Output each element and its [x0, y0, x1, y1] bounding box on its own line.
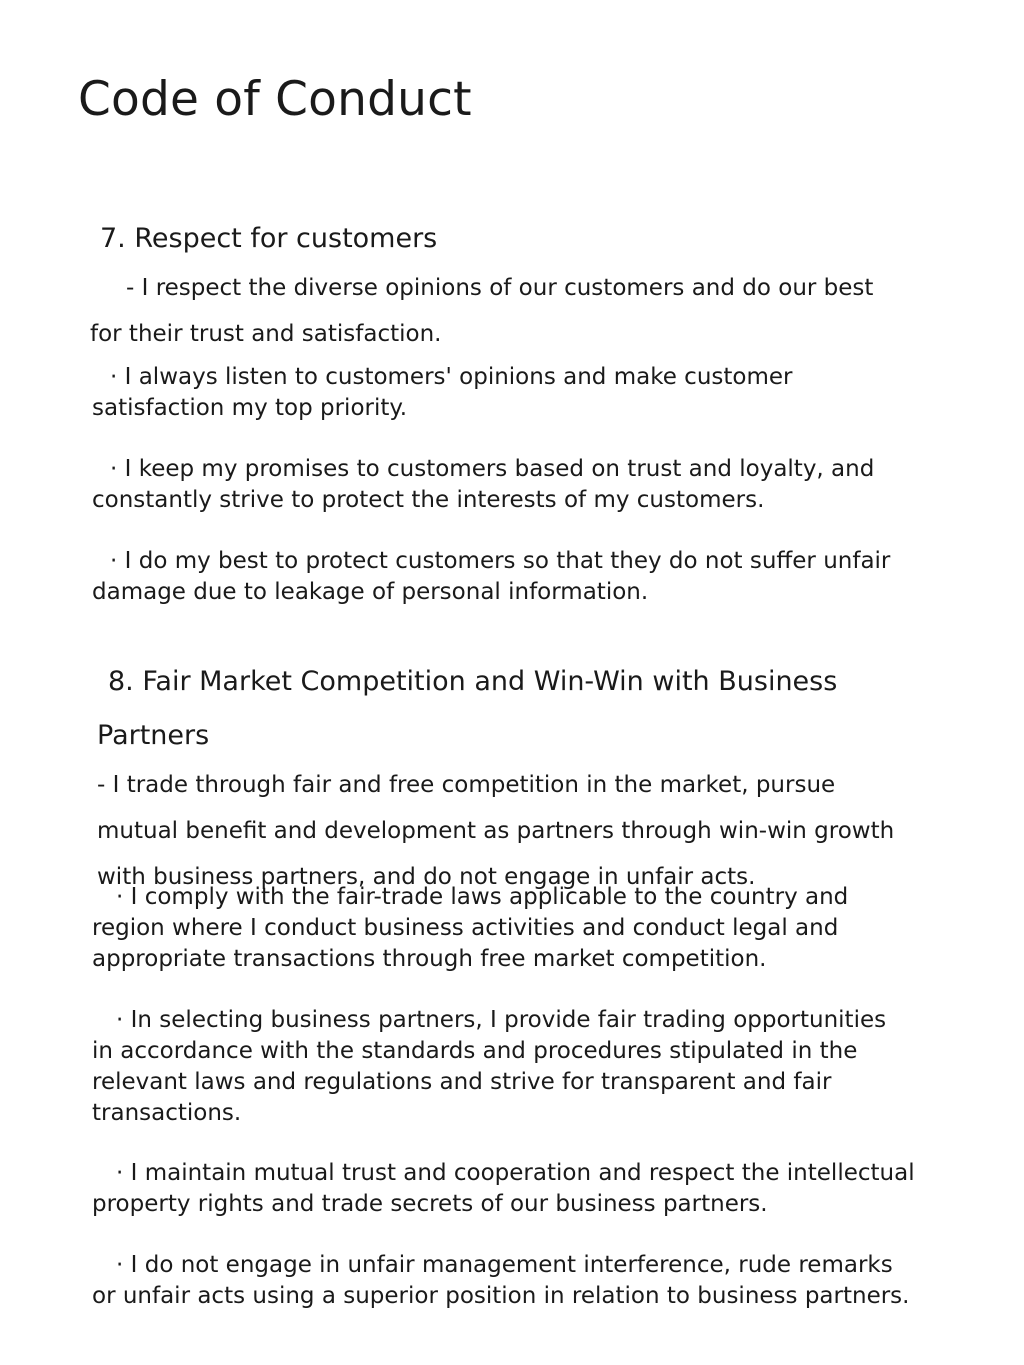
bullet-line: or unfair acts using a superior position in relation to business partners.	[92, 1283, 910, 1309]
bullet-line: damage due to leakage of personal information.	[92, 579, 649, 605]
section-8-heading-line-1: 8. Fair Market Competition and Win-Win with Business	[108, 666, 838, 697]
bullet-line: constantly strive to protect the interests of my customers.	[92, 487, 765, 513]
page-title: Code of Conduct	[78, 72, 472, 127]
section-8-intro-line-1: - I trade through fair and free competition in the market, pursue	[97, 772, 836, 798]
section-8-bullet-2	[92, 1005, 972, 1129]
section-7-bullet-1	[92, 362, 972, 424]
section-8-bullet-3	[92, 1158, 972, 1220]
section-8-bullet-1	[92, 882, 972, 975]
bullet-line: · I keep my promises to customers based on trust and loyalty, and	[110, 456, 875, 482]
bullet-line: property rights and trade secrets of our business partners.	[92, 1191, 768, 1217]
bullet-line: · I do not engage in unfair management interference, rude remarks	[116, 1252, 893, 1278]
bullet-line: · I do my best to protect customers so that they do not suffer unfair	[110, 548, 891, 574]
section-7-intro	[90, 265, 873, 357]
section-8-heading	[97, 655, 837, 763]
bullet-line: appropriate transactions through free market competition.	[92, 946, 767, 972]
section-7-bullet-3	[92, 546, 972, 608]
bullet-line: in accordance with the standards and procedures stipulated in the	[92, 1038, 858, 1064]
bullet-line: transactions.	[92, 1100, 242, 1126]
bullet-line: · I always listen to customers' opinions and make customer	[110, 364, 793, 390]
section-7-heading: 7. Respect for customers	[100, 223, 438, 254]
bullet-line: relevant laws and regulations and strive for transparent and fair	[92, 1069, 832, 1095]
section-8-intro	[97, 762, 894, 900]
section-8-heading-line-2: Partners	[97, 720, 210, 751]
bullet-line: · I comply with the fair-trade laws applicable to the country and	[116, 884, 849, 910]
section-8-intro-line-3: with business partners, and do not engage in unfair acts.	[97, 864, 756, 890]
bullet-line: satisfaction my top priority.	[92, 395, 408, 421]
bullet-line: region where I conduct business activities and conduct legal and	[92, 915, 839, 941]
section-8-intro-line-2: mutual benefit and development as partners through win-win growth	[97, 818, 895, 844]
section-7-intro-line-1: - I respect the diverse opinions of our customers and do our best	[126, 275, 874, 301]
bullet-line: · In selecting business partners, I provide fair trading opportunities	[116, 1007, 887, 1033]
section-7-intro-line-2: for their trust and satisfaction.	[90, 321, 442, 347]
section-8-bullet-4	[92, 1250, 972, 1312]
section-7-bullet-2	[92, 454, 972, 516]
bullet-line: · I maintain mutual trust and cooperation and respect the intellectual	[116, 1160, 915, 1186]
